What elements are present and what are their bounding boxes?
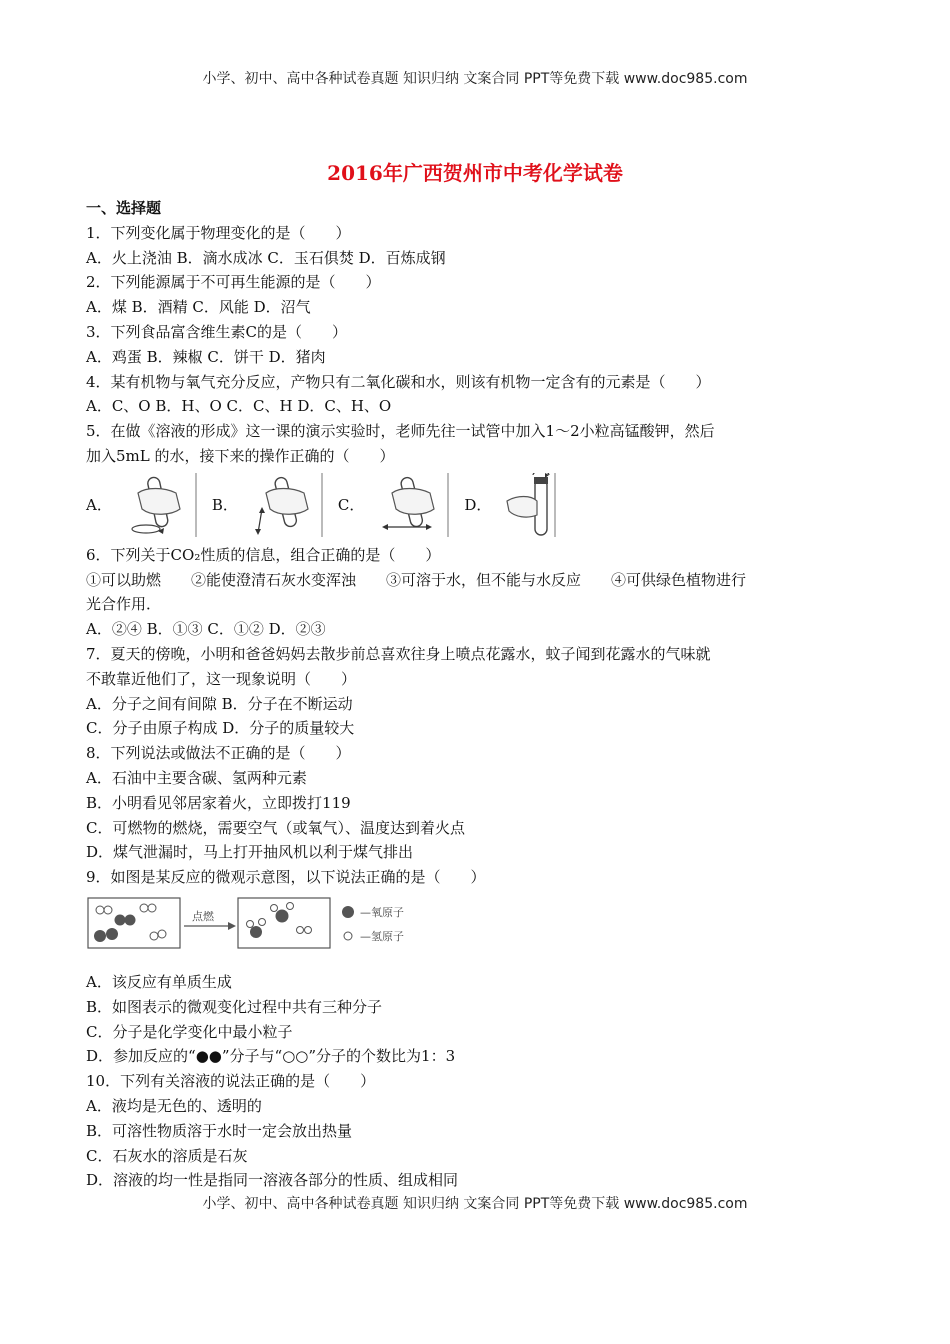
q5-figure-a-shaking-tube: [118, 473, 198, 539]
page-footer: 小学、初中、高中各种试卷真题 知识归纳 文案合同 PPT等免费下载 www.doc985.com: [202, 1196, 748, 1212]
q10-option-c: C．石灰水的溶质是石灰: [86, 1146, 248, 1165]
q2-options: A．煤 B．酒精 C．风能 D．沼气: [86, 298, 311, 317]
q6-stem: 6．下列关于CO₂性质的信息，组合正确的是（ ）: [86, 545, 441, 564]
q8-option-c: C．可燃物的燃烧，需要空气（或氧气）、温度达到着火点: [86, 818, 465, 837]
q1-stem: 1．下列变化属于物理变化的是（ ）: [86, 223, 351, 242]
page-header: 小学、初中、高中各种试卷真题 知识归纳 文案合同 PPT等免费下载 www.doc985.com: [202, 71, 748, 87]
q5-figures: [86, 471, 866, 541]
q5-label-c: C．: [337, 496, 365, 515]
q9-reaction-diagram: [86, 896, 866, 952]
q8-option-d: D．煤气泄漏时，马上打开抽风机以利于煤气排出: [86, 843, 414, 862]
q2-stem: 2．下列能源属于不可再生能源的是（ ）: [86, 273, 381, 292]
q5-stem-line2: 加入5mL 的水，接下来的操作正确的（ ）: [86, 446, 395, 465]
q6-options: A．②④ B．①③ C．①② D．②③: [86, 620, 326, 639]
q3-stem: 3．下列食品富含维生素C的是（ ）: [86, 322, 348, 341]
q10-option-b: B．可溶性物质溶于水时一定会放出热量: [86, 1121, 353, 1140]
q5-label-d: D．: [464, 496, 492, 515]
q7-stem-line1: 7．夏天的傍晚，小明和爸爸妈妈去散步前总喜欢往身上喷点花露水，蚊子闻到花露水的气味就: [86, 644, 711, 663]
q9-arrow-label: 点燃: [192, 909, 214, 923]
q6-info-line2: 光合作用．: [86, 595, 162, 614]
q10-option-a: A．液均是无色的、透明的: [86, 1096, 262, 1115]
q10-stem: 10．下列有关溶液的说法正确的是（ ）: [86, 1072, 376, 1091]
q5-label-a: A．: [86, 496, 112, 515]
q5-figure-d-stopper-shake: [497, 473, 567, 539]
q9-option-a: A．该反应有单质生成: [86, 972, 232, 991]
q1-options: A．火上浇油 B．滴水成冰 C．玉石俱焚 D．百炼成钢: [86, 248, 446, 267]
q6-info-line1: ①可以助燃 ②能使澄清石灰水变浑浊 ③可溶于水，但不能与水反应 ④可供绿色植物进行: [86, 570, 747, 589]
section-title: 一、选择题: [86, 199, 162, 217]
q5-figure-b-up-down: [244, 473, 324, 539]
q9-option-b: B．如图表示的微观变化过程中共有三种分子: [86, 997, 383, 1016]
q8-option-a: A．石油中主要含碳、氢两种元素: [86, 768, 307, 787]
q10-option-d: D．溶液的均一性是指同一溶液各部分的性质、组成相同: [86, 1171, 459, 1190]
q4-stem: 4．某有机物与氧气充分反应，产物只有二氧化碳和水，则该有机物一定含有的元素是（ ）: [86, 372, 711, 391]
q9-option-c: C．分子是化学变化中最小粒子: [86, 1022, 293, 1041]
q7-options-line1: A．分子之间有间隙 B．分子在不断运动: [86, 694, 353, 713]
q9-legend-oxygen: —氧原子: [360, 905, 404, 919]
q8-option-b: B．小明看见邻居家着火，立即拨打119: [86, 793, 351, 812]
q5-label-b: B．: [211, 496, 238, 515]
q4-options: A．C、O B．H、O C．C、H D．C、H、O: [86, 397, 392, 416]
q8-stem: 8．下列说法或做法不正确的是（ ）: [86, 744, 351, 763]
q9-option-d: D．参加反应的“●●”分子与“○○”分子的个数比为1：3: [86, 1047, 456, 1066]
exam-content: [86, 196, 866, 1193]
q9-stem: 9．如图是某反应的微观示意图，以下说法正确的是（ ）: [86, 868, 486, 887]
q9-legend-hydrogen: —氢原子: [360, 929, 404, 943]
exam-title: 2016年广西贺州市中考化学试卷: [327, 161, 623, 185]
q7-stem-line2: 不敢靠近他们了，这一现象说明（ ）: [86, 669, 357, 688]
q7-options-line2: C．分子由原子构成 D．分子的质量较大: [86, 719, 355, 738]
q5-stem-line1: 5．在做《溶液的形成》这一课的演示实验时，老师先往一试管中加入1～2小粒高锰酸钾，然后: [86, 422, 715, 441]
q3-options: A．鸡蛋 B．辣椒 C．饼干 D．猪肉: [86, 347, 326, 366]
q5-figure-c-left-right: [370, 473, 450, 539]
